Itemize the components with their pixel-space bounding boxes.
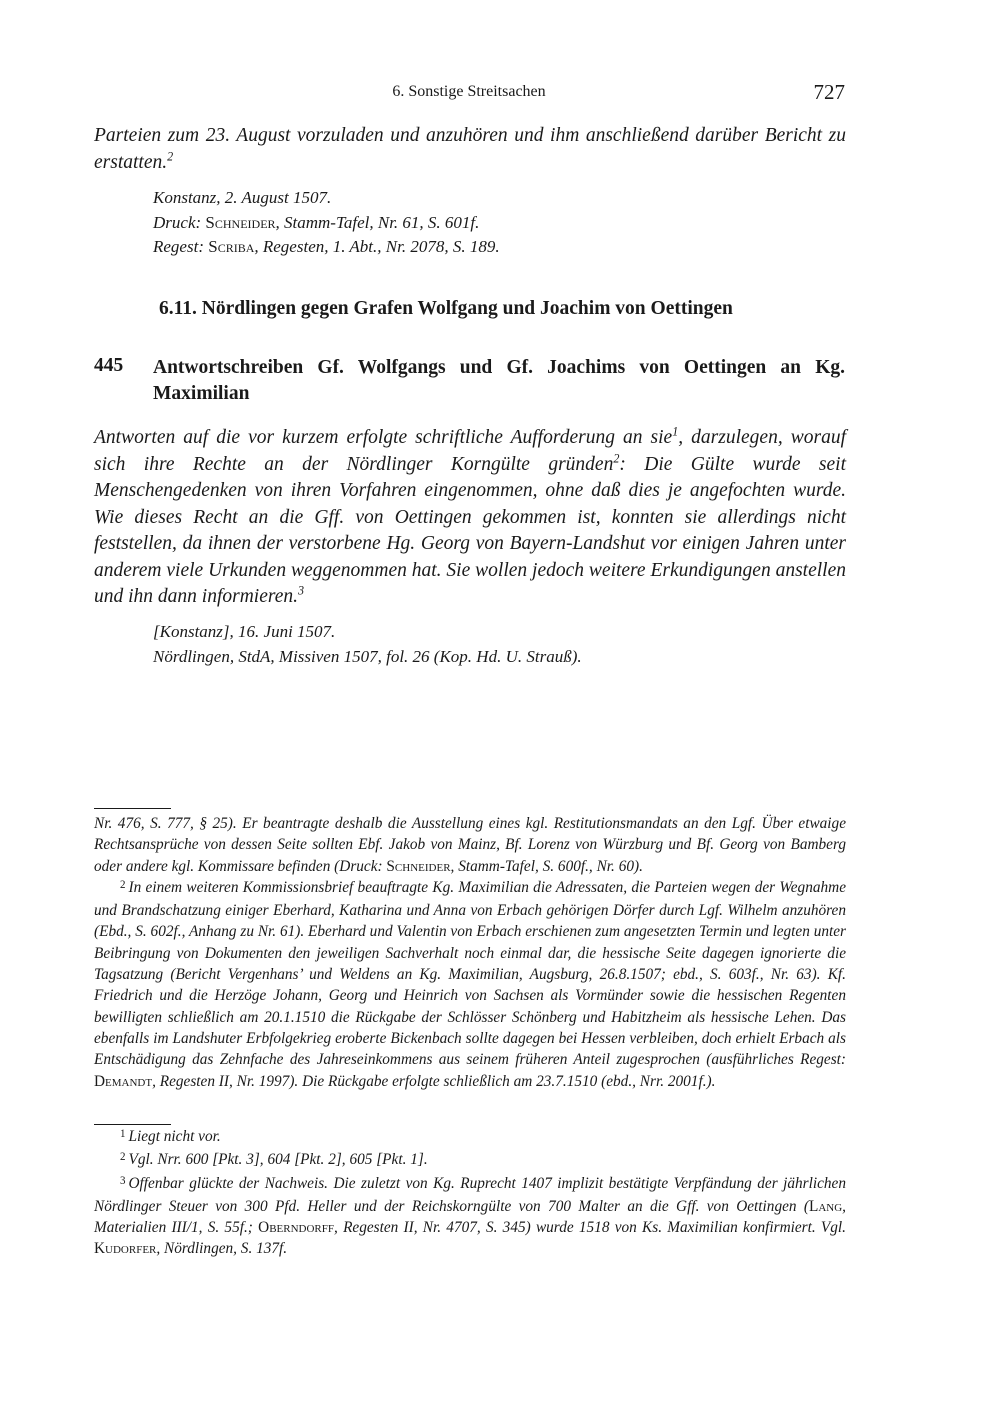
footnote-number: 3 [120,1174,126,1187]
regest-label: Regest: [153,237,209,256]
druck-rest: , Stamm-Tafel, Nr. 61, S. 601f. [275,212,480,232]
running-title: 6. Sonstige Streitsachen [392,83,546,100]
footnote-ref: 1 [672,424,679,439]
footnote-continuation: Nr. 476, S. 777, § 25). Er beantragte deshalb die Ausstellung eines kgl. Restitutionsmandats an den Lgf. Über etwaige Rechtsansprüche von dessen Seite sollten Ebf. Jakob von Mainz, Bf. Lorenz von Würzburg und Bf. Georg von Bamberg oder andere kgl. Kommissare befinden (Druck: Schneider, Stamm-Tafel, S. 600f., Nr. 60). [94,815,846,875]
regest-author: Scriba [208,237,255,256]
carryover-text: Parteien zum 23. August vorzuladen und anzuhören und ihm anschließend darüber Bericht zu erstatten. [94,125,846,173]
page-number: 727 [813,80,845,104]
document-footnotes [94,1126,846,1260]
regest-line [153,235,853,260]
footnote-ref: 2 [167,149,174,163]
regest-rest: , Regesten, 1. Abt., Nr. 2078, S. 189. [254,237,500,256]
section-heading: 6.11. Nördlingen gegen Grafen Wolfgang und Joachim von Oettingen [159,298,733,319]
date-line: [Konstanz], 16. Juni 1507. [153,622,336,641]
footnote-rule [94,1124,171,1125]
document-number: 445 [94,355,124,376]
author-name: Demandt [94,1072,153,1090]
footnote-ref: 2 [613,451,620,465]
date-line: Konstanz, 2. August 1507. [153,188,332,207]
summary-text: Antworten auf die vor kurzem erfolgte schriftliche Aufforderung an sie [94,427,673,448]
document-meta [153,620,853,669]
footnote-number: 2 [120,1151,126,1164]
summary-text: , darzulegen, worauf sich ihre Rechte an der Nördlinger Korngülte gründen [94,427,846,475]
footnote-number: 1 [120,1128,126,1141]
summary-text: : Die Gülte wurde seit Menschengedenken von ihren Vorfahren eingenommen, ohne daß dies je angefochten wurde. Wie dieses Recht an die Gff. von Oettingen gekommen ist, konnten sie allerdings nicht feststellen, da ihnen der verstorbene Hg. Georg von Bayern-Landshut vor einigen Jahren unter anderem viele Urkunden weggenommen hat. Sie wollen jedoch weitere Erkundigungen anstellen und ihn dann informieren. [94,453,846,607]
previous-document-meta [153,186,853,260]
druck-label: Druck: [153,212,206,232]
footnote-item: $^1$ Liegt nicht vor. [120,1128,221,1145]
footnote-number: 2 [120,879,126,892]
footnote-rule [94,808,171,809]
druck-author: Schneider [205,212,276,232]
document-summary [94,425,846,611]
druck-line [153,211,853,236]
previous-footnotes [94,813,846,1092]
footnote-item: $^2$ In einem weiteren Kommissionsbrief beauftragte Kg. Maximilian die Adressaten, die Parteien wegen der Wegnahme und Brandschatzung einiger Eberhard, Katharina und Anna von Erbach gehörigen Dörfer durch Lgf. Wilhelm anzuhören (Ebd., S. 602f., Anhang zu Nr. 61). Eberhard und Valentin von Erbach erschienen zum angesetzten Termin und legten unter Beibringung von Dokumenten den jeweiligen Sachverhalt noch einmal dar, die hessische Seite dagegen ignorierte die Tagsatzung (Bericht Vergenhans’ und Weldens an Kg. Maximilian, Augsburg, 26.8.1507; ebd., S. 603f., Nr. 63). Kf. Friedrich und die Herzöge Johann, Georg und Heinrich von Sachsen als Vormünder sowie die hessischen Regenten bewilligten schließlich am 20.1.1510 die Rückgabe der Schlösser Schönberg und Habitzheim als hessische Lehen. Das ebenfalls im Landshuter Erbfolgekrieg eroberte Bickenbach sollte dagegen bei Hessen verbleiben, doch erhielt Erbach als Entschädigung das Zehnfache des Jahreseinkommens aus seinem früheren Anteil zugesprochen (ausführliches Regest: Demandt, Regesten II, Nr. 1997). Die Rückgabe erfolgte schließlich am 23.7.1510 (ebd., Nrr. 2001f.). [94,878,846,1090]
footnote-ref: 3 [298,583,305,598]
carryover-paragraph [94,123,846,176]
author-name: Lang [808,1197,843,1215]
author-name: Oberndorff [258,1219,334,1237]
document-title: Antwortschreiben Gf. Wolfgangs und Gf. Joachims von Oettingen an Kg. Maximilian [153,357,845,404]
footnote-item: $^3$ Offenbar glückte der Nachweis. Die zuletzt von Kg. Ruprecht 1407 implizit bestätigte Verpfändung der jährlichen Nördlinger Steuer von 300 Pfd. Heller und der Reichskorngülte von 700 Malter an die Gff. von Oettingen (Lang, Materialien III/1, S. 55f.; Oberndorff, Regesten II, Nr. 4707, S. 345) wurde 1518 von Ks. Maximilian konfirmiert. Vgl. Kudorfer, Nördlingen, S. 137f. [94,1174,846,1258]
author-name: Kudorfer [94,1240,157,1258]
author-name: Schneider [386,857,451,875]
footnote-item: $^2$ Vgl. Nrr. 600 [Pkt. 3], 604 [Pkt. 2], 605 [Pkt. 1]. [120,1151,428,1169]
source-line: Nördlingen, StdA, Missiven 1507, fol. 26 (Kop. Hd. U. Strauß). [153,646,582,666]
